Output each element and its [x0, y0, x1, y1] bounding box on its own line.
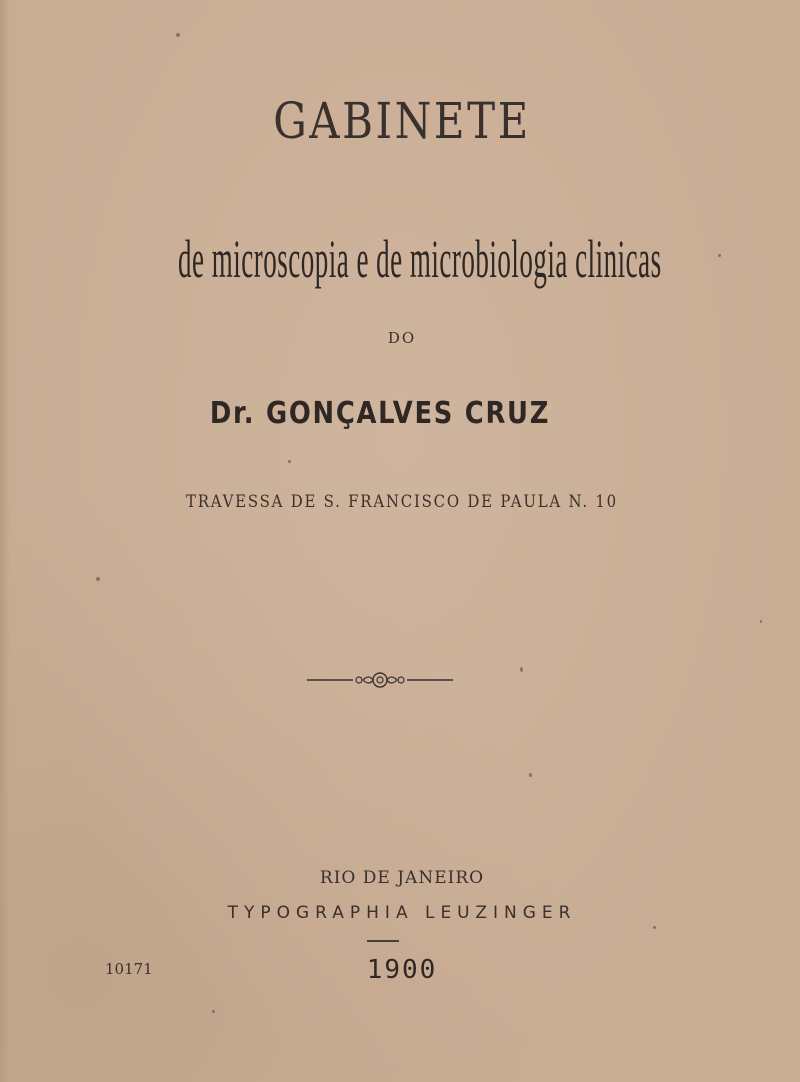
cover-address: TRAVESSA DE S. FRANCISCO DE PAULA N. 10 [186, 492, 618, 512]
paper-speck [760, 620, 762, 623]
divider-rule [367, 940, 399, 942]
paper-speck [653, 926, 656, 929]
paper-speck [96, 577, 100, 581]
cover-connector: DO [387, 329, 417, 347]
paper-speck [520, 667, 523, 672]
paper-speck [718, 254, 721, 257]
paper-speck [212, 1010, 215, 1013]
cover-author: Dr. GONÇALVES CRUZ [209, 396, 551, 431]
cover-city: RIO DE JANEIRO [319, 868, 485, 888]
cover-year: 1900 [366, 955, 438, 985]
catalog-number: 10171 [105, 960, 153, 978]
cover-title: GABINETE [273, 92, 531, 150]
paper-speck [529, 773, 532, 777]
cover-printer: TYPOGRAPHIA LEUZINGER [227, 903, 577, 923]
paper-speck [176, 33, 180, 37]
paper-speck [288, 460, 291, 463]
flourish-ornament-icon [305, 670, 455, 690]
cover-subtitle: de microscopia e de microbiologia clinicas [178, 229, 662, 289]
